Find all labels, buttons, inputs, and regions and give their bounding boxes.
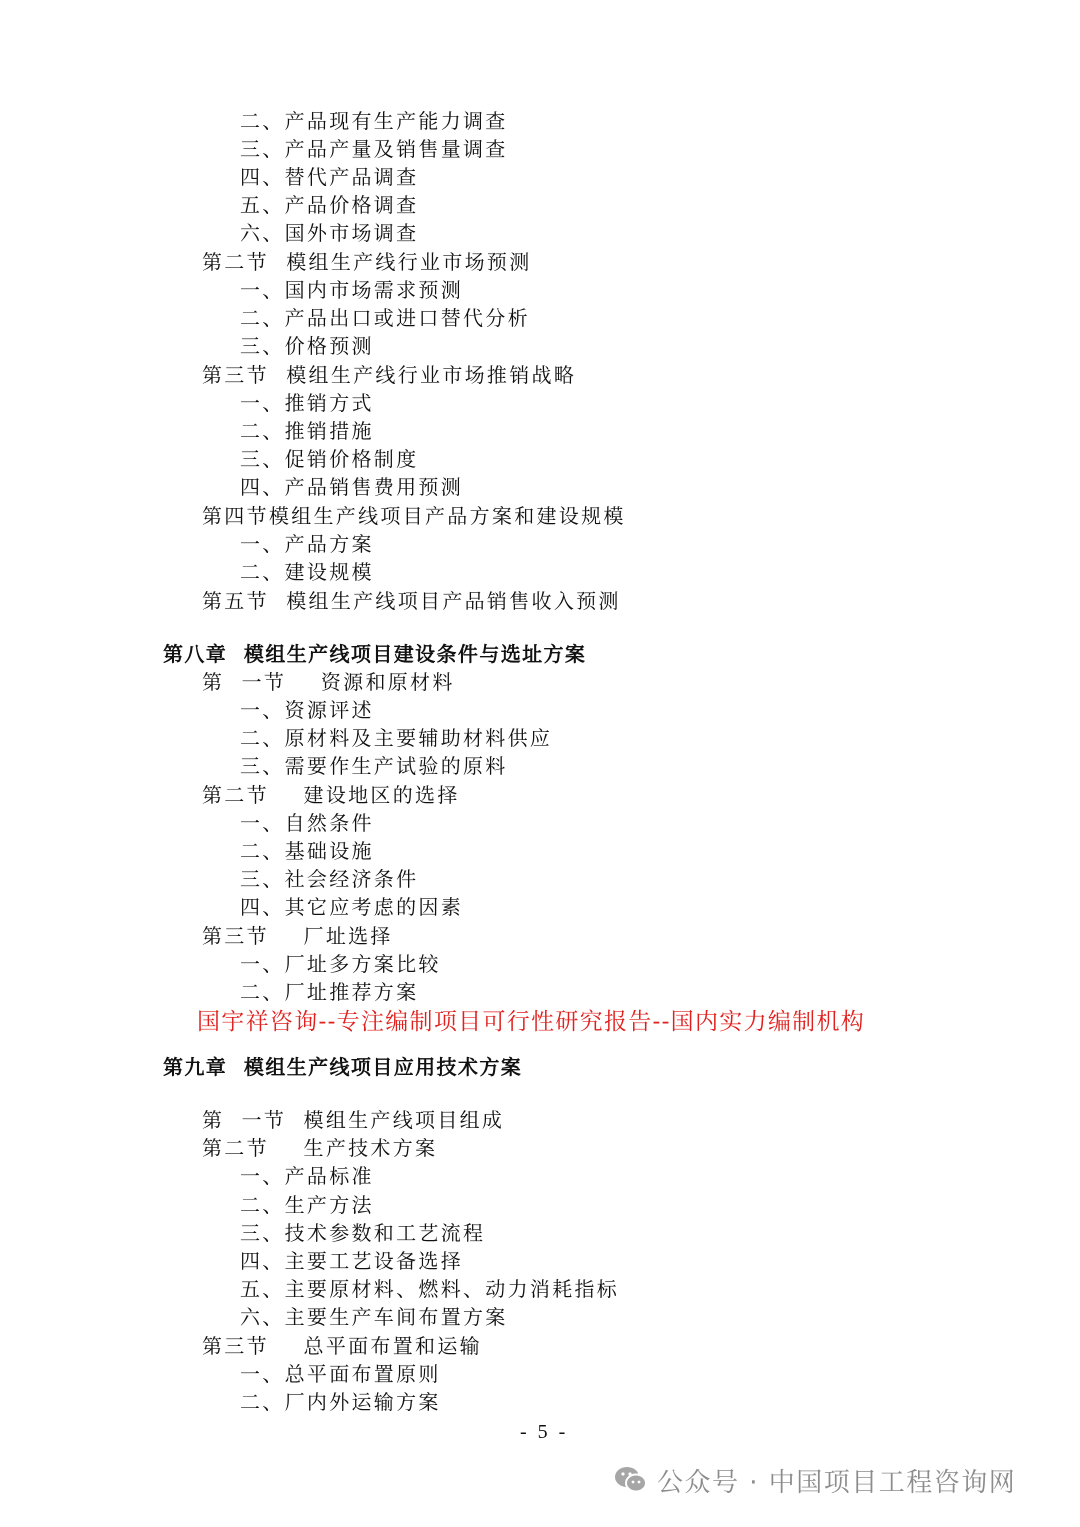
section-heading: 第三节 厂址选择 — [202, 924, 393, 948]
subsection-item: 三、技术参数和工艺流程 — [240, 1221, 486, 1245]
promo-banner: 国宇祥咨询--专注编制项目可行性研究报告--国内实力编制机构 — [197, 1009, 866, 1035]
subsection-item: 五、产品价格调查 — [240, 193, 419, 217]
subsection-item: 一、总平面布置原则 — [240, 1362, 441, 1386]
subsection-item: 一、自然条件 — [240, 811, 374, 835]
section-heading: 第 一节 模组生产线项目组成 — [202, 1108, 505, 1132]
subsection-item: 一、资源评述 — [240, 698, 374, 722]
subsection-item: 二、生产方法 — [240, 1193, 374, 1217]
subsection-item: 二、原材料及主要辅助材料供应 — [240, 726, 553, 750]
subsection-item: 四、主要工艺设备选择 — [240, 1249, 463, 1273]
subsection-item: 五、主要原材料、燃料、动力消耗指标 — [240, 1277, 620, 1301]
subsection-item: 三、需要作生产试验的原料 — [240, 754, 508, 778]
subsection-item: 二、产品现有生产能力调查 — [240, 109, 508, 133]
subsection-item: 一、产品标准 — [240, 1164, 374, 1188]
subsection-item: 三、价格预测 — [240, 334, 374, 358]
subsection-item: 四、产品销售费用预测 — [240, 475, 463, 499]
subsection-item: 二、基础设施 — [240, 839, 374, 863]
section-heading: 第三节 模组生产线行业市场推销战略 — [202, 363, 577, 387]
subsection-item: 四、替代产品调查 — [240, 165, 419, 189]
chapter-heading: 第九章 模组生产线项目应用技术方案 — [163, 1055, 523, 1079]
section-heading: 第 一节 资源和原材料 — [202, 670, 455, 694]
section-heading: 第二节 模组生产线行业市场预测 — [202, 250, 532, 274]
subsection-item: 六、主要生产车间布置方案 — [240, 1305, 508, 1329]
section-heading: 第三节 总平面布置和运输 — [202, 1334, 482, 1358]
section-heading: 第五节 模组生产线项目产品销售收入预测 — [202, 589, 621, 613]
subsection-item: 三、社会经济条件 — [240, 867, 419, 891]
subsection-item: 一、国内市场需求预测 — [240, 278, 463, 302]
chapter-heading: 第八章 模组生产线项目建设条件与选址方案 — [163, 642, 587, 666]
subsection-item: 二、推销措施 — [240, 419, 374, 443]
subsection-item: 一、推销方式 — [240, 391, 374, 415]
subsection-item: 三、产品产量及销售量调查 — [240, 137, 508, 161]
section-heading: 第二节 生产技术方案 — [202, 1136, 438, 1160]
watermark — [613, 1458, 1016, 1502]
subsection-item: 二、厂内外运输方案 — [240, 1390, 441, 1414]
subsection-item: 二、产品出口或进口替代分析 — [240, 306, 530, 330]
watermark-text: 公众号 · 中国项目工程咨询网 — [657, 1467, 1017, 1498]
subsection-item: 二、建设规模 — [240, 560, 374, 584]
subsection-item: 六、国外市场调查 — [240, 221, 419, 245]
wechat-icon — [613, 1462, 649, 1498]
section-heading: 第二节 建设地区的选择 — [202, 783, 460, 807]
section-heading: 第四节模组生产线项目产品方案和建设规模 — [202, 504, 626, 528]
subsection-item: 一、厂址多方案比较 — [240, 952, 441, 976]
subsection-item: 四、其它应考虑的因素 — [240, 895, 463, 919]
subsection-item: 二、厂址推荐方案 — [240, 980, 419, 1004]
subsection-item: 一、产品方案 — [240, 532, 374, 556]
subsection-item: 三、促销价格制度 — [240, 447, 419, 471]
page-number: - 5 - — [520, 1421, 569, 1443]
